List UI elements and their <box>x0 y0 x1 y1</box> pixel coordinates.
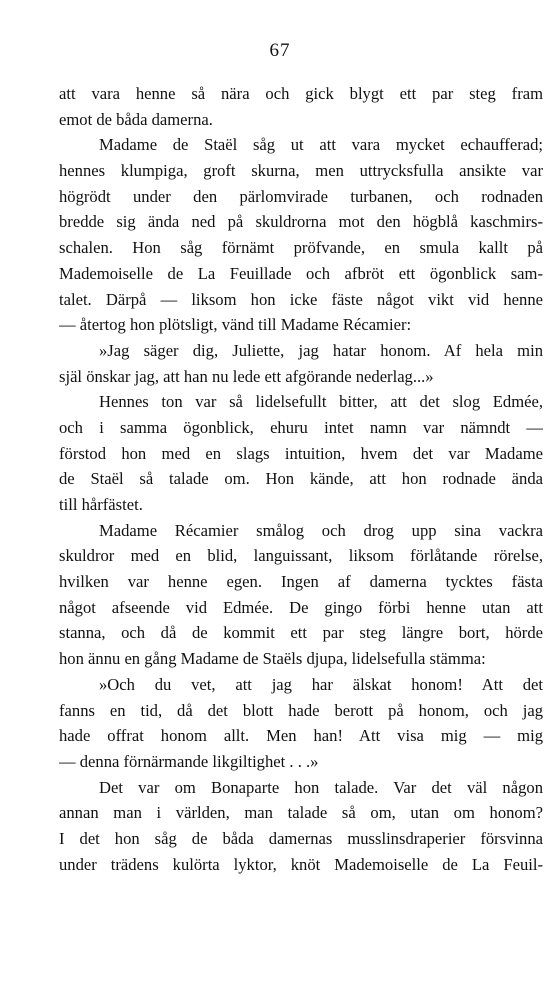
text-line: Det var om Bonaparte hon talade. Var det väl någon <box>99 777 543 797</box>
text-line: Madame de Staël såg ut att vara mycket echaufferad; <box>99 135 543 155</box>
text-line: förstod hon med en slags intuition, hvem det var Madame <box>59 443 543 463</box>
text-line: skuldror med en blid, languissant, liksom förlåtande rörelse, <box>59 546 543 566</box>
text-line: hon ännu en gång Madame de Staëls djupa, lidelsefulla stämma: <box>59 649 486 669</box>
text-line: fanns en tid, då det blott hade berott på honom, och jag <box>59 700 543 720</box>
text-line: Madame Récamier smålog och drog upp sina vackra <box>99 520 543 540</box>
text-line: stanna, och då de kommit ett par steg längre bort, hörde <box>59 623 543 643</box>
text-line: hade offrat honom allt. Men han! Att visa mig — mig <box>59 726 543 746</box>
text-line: Mademoiselle de La Feuillade och afbröt ett ögonblick sam- <box>59 263 543 283</box>
text-line: annan man i världen, man talade så om, utan om honom? <box>59 803 543 823</box>
text-line: Hennes ton var så lidelsefullt bitter, att det slog Edmée, <box>99 392 543 412</box>
text-line: och i samma ögonblick, ehuru intet namn var nämndt — <box>59 417 543 437</box>
text-line: att vara henne så nära och gick blygt ett par steg fram <box>59 84 543 103</box>
text-line: hvilken var henne egen. Ingen af damerna tycktes fästa <box>59 572 543 592</box>
body-text <box>59 81 543 877</box>
text-line: något afseende vid Edmée. De gingo förbi henne utan att <box>59 597 543 617</box>
text-line: I det hon såg de båda damernas musslinsdraperier försvinna <box>59 828 543 848</box>
text-line: bredde sig ända ned på skuldrorna mot den högblå kaschmirs- <box>59 212 543 232</box>
text-line: talet. Därpå — liksom hon icke fäste något vikt vid henne <box>59 289 543 309</box>
text-line: under trädens kulörta lyktor, knöt Mademoiselle de La Feuil- <box>59 854 543 874</box>
text-line: schalen. Hon såg förnämt pröfvande, en smula kallt på <box>59 238 543 258</box>
text-line: — denna förnärmande likgiltighet . . .» <box>59 751 319 771</box>
page-number: 67 <box>269 40 291 61</box>
text-line: »Jag säger dig, Juliette, jag hatar honom. Af hela min <box>99 340 543 360</box>
text-line: — återtog hon plötsligt, vänd till Madame Récamier: <box>59 315 412 335</box>
text-line: högrödt under den pärlomvirade turbanen, och rodnaden <box>59 186 543 206</box>
text-line: »Och du vet, att jag har älskat honom! Att det <box>99 674 543 694</box>
text-line: de Staël så talade om. Hon kände, att hon rodnade ända <box>59 469 543 489</box>
text-line: emot de båda damerna. <box>59 109 213 129</box>
text-line: hennes klumpiga, groft skurna, men uttrycksfulla ansikte var <box>59 161 543 181</box>
text-line: till hårfästet. <box>59 495 143 514</box>
text-line: själ önskar jag, att han nu lede ett afgörande nederlag...» <box>59 366 434 386</box>
